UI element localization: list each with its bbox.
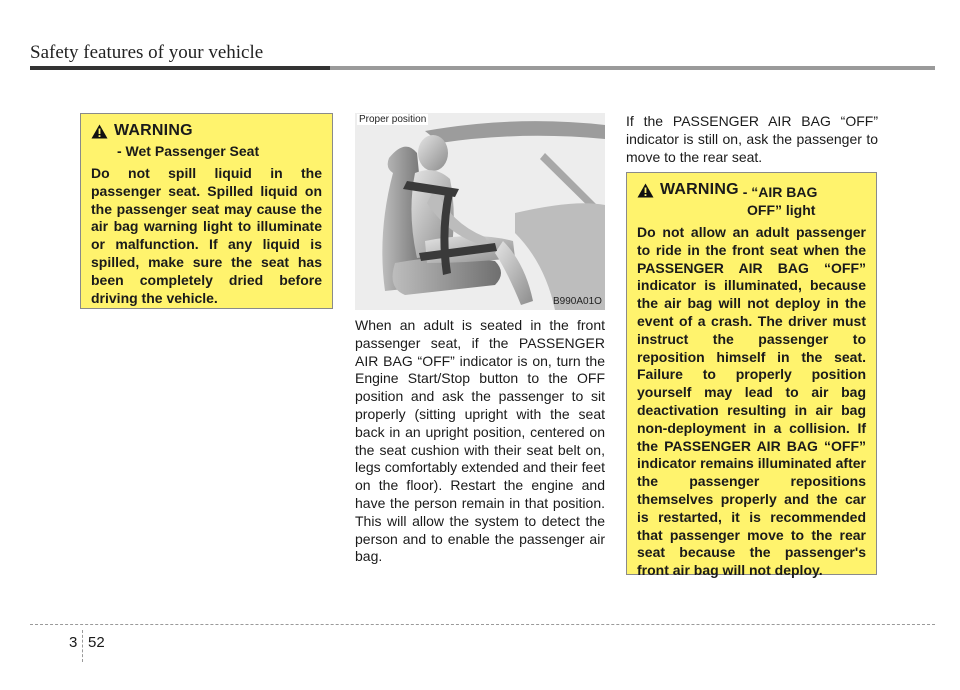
warning-box-wet-seat <box>80 113 333 309</box>
warning-label: WARNING <box>114 122 193 139</box>
figure-code: B990A01O <box>553 296 602 307</box>
warning-heading <box>637 181 866 200</box>
header-rule-accent <box>30 66 330 70</box>
warning-subtitle-line1: - “AIR BAG <box>742 184 818 200</box>
rear-seat-paragraph: If the PASSENGER AIR BAG “OFF” indicator is still on, ask the passenger to move to the rear seat. <box>626 113 878 165</box>
warning-heading <box>91 122 322 140</box>
chapter-number: 3 <box>69 634 78 651</box>
warning-subtitle: - Wet Passenger Seat <box>117 143 260 159</box>
page-number: 52 <box>88 634 105 651</box>
warning-triangle-icon <box>91 124 108 139</box>
instruction-paragraph: When an adult is seated in the front passenger seat, if the PASSENGER AIR BAG “OFF” indicator is on, turn the Engine Start/Stop button to the OFF position and ask the passenger to sit properly (sitting upright with the seat back in an upright position, centered on the seat cushion with their seat belt on, legs comfortably extended and their feet on the floor). Restart the engine and have the person remain in that position. This will allow the system to detect the person and to enable the passenger air bag. <box>355 317 605 565</box>
footer-divider <box>82 630 83 662</box>
proper-position-figure <box>355 113 605 310</box>
warning-subtitle-line2: OFF” light <box>747 202 816 218</box>
warning-body: Do not spill liquid in the passenger seat. Spilled liquid on the passenger seat may cause the air bag warning light to illuminate or malfunction. If any liquid is spilled, make sure the seat has been completely dried before driving the vehicle. <box>91 165 322 306</box>
warning-triangle-icon <box>637 183 654 198</box>
seated-passenger-illustration <box>355 113 605 310</box>
footer-rule <box>30 624 935 625</box>
figure-caption-label: Proper position <box>359 114 427 125</box>
warning-body: Do not allow an adult passenger to ride in the front seat when the PASSENGER AIR BAG “OFF” indicator is illuminated, because the air bag will not deploy in the event of a crash. The driver must instruct the passenger to reposition himself in the seat. Failure to properly position yourself may lead to air bag deactivation resulting in air bag non-deployment in a collision. If the PASSENGER AIR BAG “OFF” indicator remains illuminated after the passenger repositions themselves properly and the car is restarted, it is recommended that passenger move to the rear seat because the passenger's front air bag will not deploy. <box>637 224 866 579</box>
warning-box-airbag-off <box>626 172 877 579</box>
page-header-title: Safety features of your vehicle <box>30 42 264 63</box>
warning-label: WARNING <box>660 181 739 198</box>
